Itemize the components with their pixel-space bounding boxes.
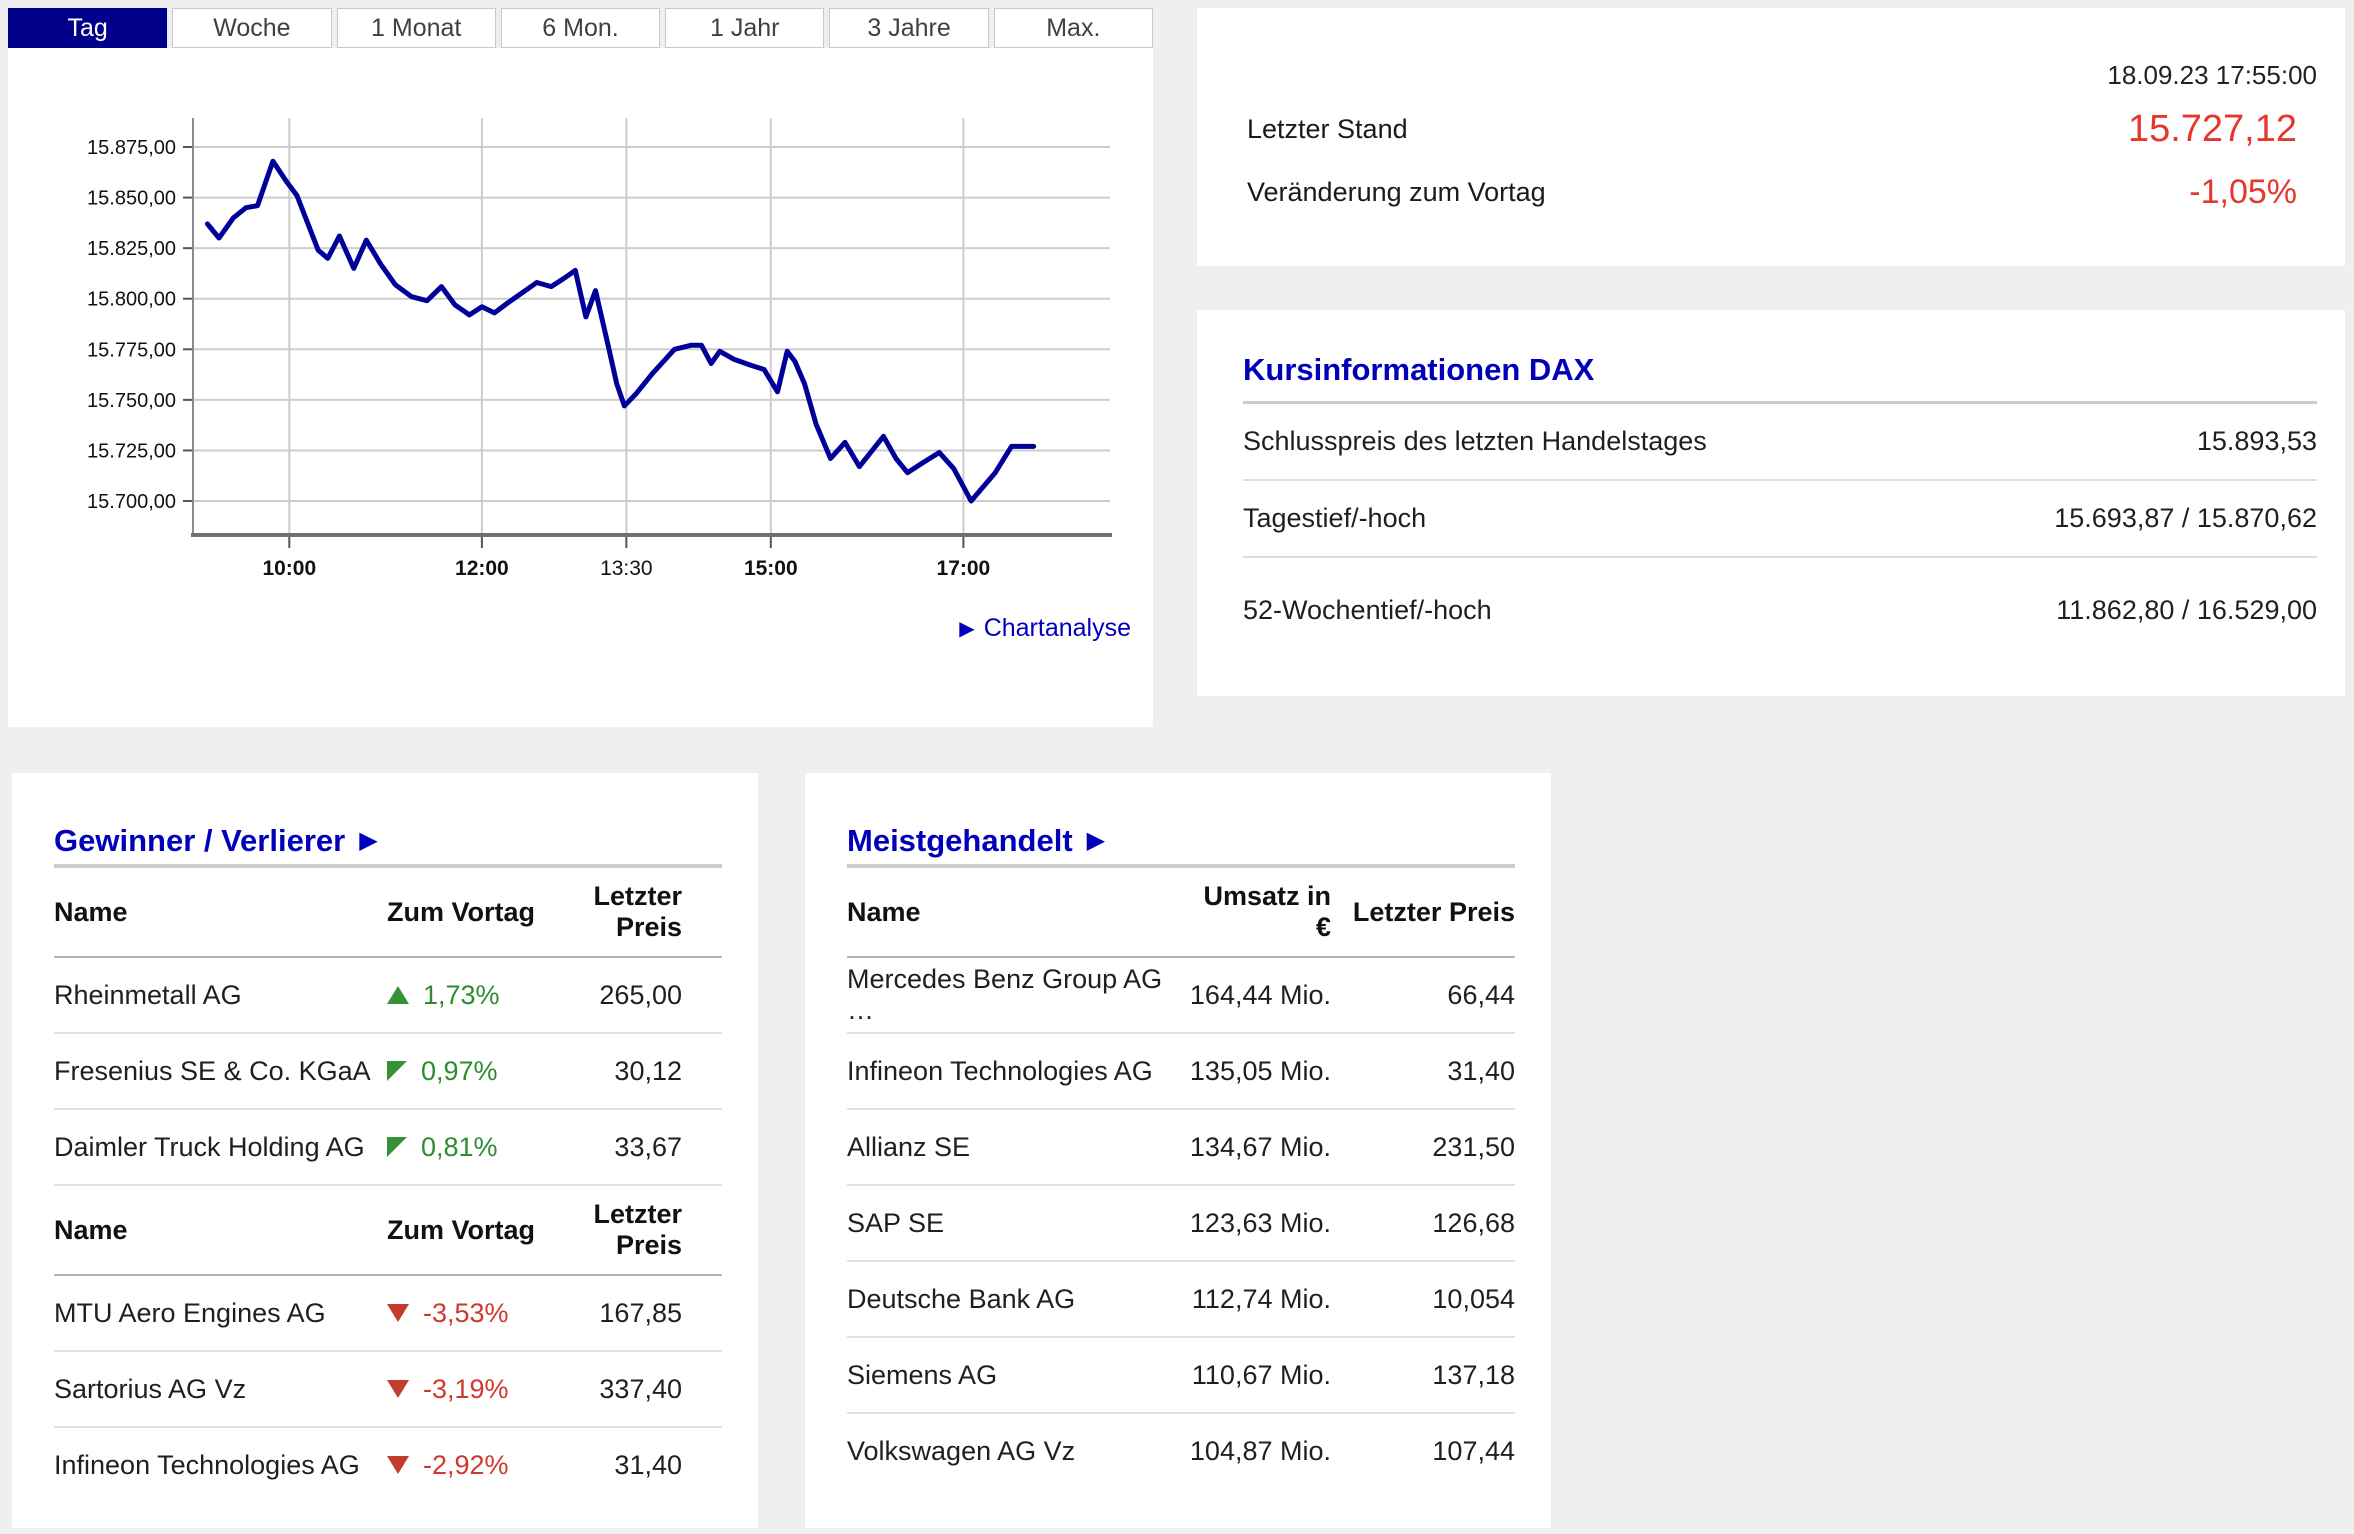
change-cell	[387, 1056, 550, 1087]
change-label: Veränderung zum Vortag	[1247, 176, 1546, 207]
column-header: Zum Vortag	[387, 896, 535, 927]
last-price: 337,40	[599, 1373, 682, 1404]
kursinfo-row-label: Tagestief/-hoch	[1243, 503, 1427, 533]
stock-name: Rheinmetall AG	[54, 979, 242, 1010]
stock-name: Mercedes Benz Group AG …	[847, 964, 1163, 1025]
corner-down-icon	[387, 1061, 407, 1081]
svg-text:12:00: 12:00	[455, 557, 509, 580]
arrow-right-icon[interactable]: ▶	[359, 827, 378, 854]
table-row[interactable]	[54, 1034, 722, 1110]
table-header-row	[847, 868, 1515, 958]
kursinfo-row-value: 15.893,53	[2196, 426, 2317, 456]
kursinfo-rows	[1243, 404, 2317, 662]
down-triangle-icon	[387, 1380, 409, 1398]
svg-text:15.725,00: 15.725,00	[87, 440, 176, 463]
stock-name: Siemens AG	[847, 1359, 998, 1390]
last-price: 31,40	[1447, 1055, 1515, 1086]
column-header: Letzter Preis	[593, 881, 682, 942]
play-icon: ▶	[959, 617, 975, 640]
change-cell	[387, 1374, 550, 1405]
svg-text:15.700,00: 15.700,00	[87, 491, 176, 514]
gainers-losers-panel	[12, 773, 758, 1528]
kursinfo-row	[1243, 481, 2317, 558]
svg-text:15.825,00: 15.825,00	[87, 238, 176, 261]
most-traded-table	[847, 868, 1515, 1488]
tab-6-mon-[interactable]: 6 Mon.	[501, 8, 660, 48]
svg-text:15:00: 15:00	[743, 557, 798, 580]
last-price: 107,44	[1432, 1435, 1515, 1466]
table-row[interactable]	[847, 1186, 1515, 1262]
table-row[interactable]	[847, 1338, 1515, 1414]
last-price: 167,85	[599, 1297, 682, 1328]
change-cell	[387, 1132, 550, 1163]
table-row[interactable]	[54, 1276, 722, 1352]
table-row[interactable]	[847, 1262, 1515, 1338]
chartanalyse-link[interactable]	[959, 614, 1131, 643]
tab-1-jahr[interactable]: 1 Jahr	[665, 8, 824, 48]
last-price: 137,18	[1432, 1359, 1515, 1390]
change-value: -1,05%	[2189, 172, 2297, 211]
svg-text:13:30: 13:30	[600, 557, 653, 580]
last-price: 30,12	[614, 1055, 682, 1086]
last-price: 126,68	[1432, 1207, 1515, 1238]
table-header-row	[54, 868, 722, 958]
tab-max-[interactable]: Max.	[994, 8, 1153, 48]
table-row[interactable]	[54, 1428, 722, 1502]
stock-name: Infineon Technologies AG	[54, 1449, 360, 1480]
svg-text:15.750,00: 15.750,00	[87, 389, 176, 412]
volume: 110,67 Mio.	[1191, 1359, 1331, 1390]
volume: 135,05 Mio.	[1189, 1055, 1331, 1086]
last-price: 265,00	[599, 979, 682, 1010]
table-row[interactable]	[847, 958, 1515, 1034]
most-traded-panel	[805, 773, 1551, 1528]
stock-name: Deutsche Bank AG	[847, 1283, 1076, 1314]
last-price-label: Letzter Stand	[1247, 113, 1408, 144]
change-percent: 0,97%	[421, 1055, 498, 1086]
stock-name: Volkswagen AG Vz	[847, 1435, 1076, 1466]
column-header: Umsatz in €	[1203, 881, 1331, 942]
change-cell	[387, 1298, 550, 1329]
svg-text:15.875,00: 15.875,00	[87, 137, 176, 159]
svg-text:10:00: 10:00	[262, 557, 317, 580]
table-row[interactable]	[54, 1352, 722, 1428]
quote-timestamp: 18.09.23 17:55:00	[2107, 60, 2317, 90]
svg-text:17:00: 17:00	[936, 557, 991, 580]
table-row[interactable]	[847, 1414, 1515, 1488]
dax-intraday-chart	[8, 56, 1153, 616]
last-price-value: 15.727,12	[2127, 107, 2297, 150]
range-tab-bar	[8, 8, 1153, 48]
chart-area	[8, 48, 1153, 727]
kursinfo-row	[1243, 404, 2317, 481]
change-percent: 0,81%	[421, 1131, 498, 1162]
chart-panel	[8, 8, 1153, 727]
stock-name: Infineon Technologies AG	[847, 1055, 1153, 1086]
svg-text:15.800,00: 15.800,00	[87, 288, 176, 311]
column-header: Name	[54, 896, 128, 927]
arrow-right-icon[interactable]: ▶	[1086, 827, 1106, 854]
table-row[interactable]	[54, 958, 722, 1034]
table-row[interactable]	[847, 1034, 1515, 1110]
volume: 164,44 Mio.	[1189, 979, 1331, 1010]
up-triangle-icon	[387, 986, 409, 1004]
change-percent: -3,19%	[423, 1373, 509, 1404]
last-price: 33,67	[614, 1131, 682, 1162]
kursinfo-panel	[1197, 310, 2345, 696]
stock-name: MTU Aero Engines AG	[54, 1297, 326, 1328]
kursinfo-row-label: 52-Wochentief/-hoch	[1243, 594, 1492, 625]
most-traded-title[interactable]: Meistgehandelt	[847, 822, 1073, 858]
down-triangle-icon	[387, 1304, 409, 1322]
volume: 112,74 Mio.	[1191, 1283, 1331, 1314]
svg-text:15.850,00: 15.850,00	[87, 187, 176, 210]
stock-name: SAP SE	[847, 1207, 945, 1238]
down-triangle-icon	[387, 1456, 409, 1474]
kursinfo-row-value: 15.693,87 / 15.870,62	[2054, 503, 2317, 533]
column-header: Name	[54, 1214, 128, 1245]
tab-tag[interactable]: Tag	[8, 8, 167, 48]
last-price: 10,054	[1432, 1283, 1515, 1314]
table-row[interactable]	[54, 1110, 722, 1186]
stock-name: Daimler Truck Holding AG	[54, 1131, 365, 1162]
change-cell	[387, 1450, 550, 1481]
volume: 104,87 Mio.	[1189, 1435, 1331, 1466]
last-price: 31,40	[614, 1449, 682, 1480]
corner-down-icon	[387, 1137, 407, 1157]
last-price: 231,50	[1432, 1131, 1515, 1162]
svg-text:15.775,00: 15.775,00	[87, 339, 176, 362]
stock-name: Sartorius AG Vz	[54, 1373, 247, 1404]
tab-1-monat[interactable]: 1 Monat	[337, 8, 496, 48]
stock-name: Fresenius SE & Co. KGaA	[54, 1055, 371, 1086]
chartanalyse-label: Chartanalyse	[983, 614, 1131, 642]
column-header: Name	[847, 896, 921, 927]
column-header: Zum Vortag	[387, 1214, 535, 1245]
volume: 134,67 Mio.	[1189, 1131, 1331, 1162]
table-row[interactable]	[847, 1110, 1515, 1186]
column-header: Letzter Preis	[593, 1199, 682, 1260]
quote-panel	[1197, 8, 2345, 266]
last-price: 66,44	[1447, 979, 1515, 1010]
table-header-row	[54, 1186, 722, 1276]
change-percent: -3,53%	[423, 1297, 509, 1328]
kursinfo-row-label: Schlusspreis des letzten Handelstages	[1243, 426, 1707, 456]
column-header: Letzter Preis	[1352, 896, 1515, 927]
stock-name: Allianz SE	[847, 1131, 971, 1162]
change-cell	[387, 980, 550, 1011]
gainers-losers-table	[54, 868, 722, 1502]
kursinfo-row-value: 11.862,80 / 16.529,00	[2056, 594, 2317, 625]
tab-3-jahre[interactable]: 3 Jahre	[829, 8, 988, 48]
kursinfo-row	[1243, 558, 2317, 662]
gainers-losers-title[interactable]: Gewinner / Verlierer	[54, 822, 346, 858]
tab-woche[interactable]: Woche	[172, 8, 331, 48]
change-percent: -2,92%	[423, 1449, 509, 1480]
kursinfo-title: Kursinformationen DAX	[1243, 352, 1595, 387]
change-percent: 1,73%	[423, 979, 500, 1010]
volume: 123,63 Mio.	[1189, 1207, 1331, 1238]
